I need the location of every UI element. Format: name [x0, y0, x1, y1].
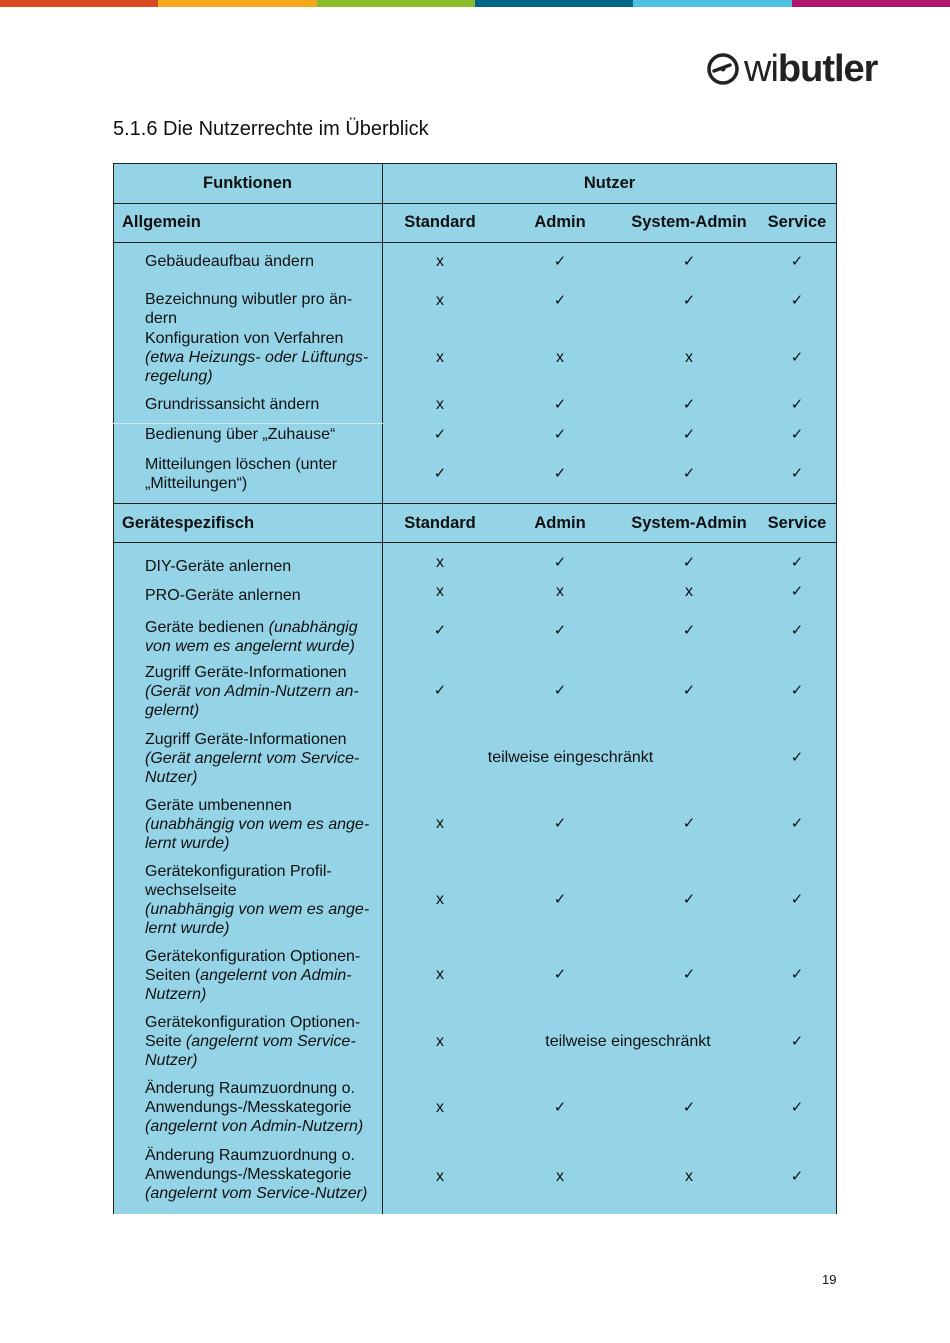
color-segment-6 — [792, 0, 950, 7]
table-border-left — [113, 163, 114, 1214]
x-mark: x — [685, 583, 693, 600]
check-icon: ✓ — [553, 891, 567, 908]
check-icon: ✓ — [790, 465, 804, 482]
function-note: (Gerät von Admin-Nutzern an- gelernt) — [145, 683, 359, 719]
x-mark: x — [556, 349, 564, 366]
col-standard-2: Standard — [404, 514, 476, 532]
section-title-general: Allgemein — [122, 213, 201, 231]
check-icon: ✓ — [682, 815, 696, 832]
color-segment-5 — [633, 0, 791, 7]
function-name: Gerätekonfiguration Optionen- Seiten ( — [145, 948, 361, 984]
function-label — [145, 796, 380, 853]
check-icon: ✓ — [790, 426, 804, 443]
function-name: Gebäudeaufbau ändern — [145, 253, 315, 270]
x-mark: x — [436, 583, 444, 600]
x-mark: x — [436, 349, 444, 366]
function-name: Bezeichnung wibutler pro än- dern — [145, 291, 353, 327]
gauge-circle-icon — [706, 52, 740, 86]
x-mark: x — [436, 1033, 444, 1050]
x-mark: x — [436, 1168, 444, 1185]
check-icon: ✓ — [790, 396, 804, 413]
check-icon: ✓ — [790, 682, 804, 699]
check-icon: ✓ — [682, 622, 696, 639]
header-functions: Funktionen — [203, 174, 292, 192]
check-icon: ✓ — [790, 815, 804, 832]
function-note: (angelernt vom Service- Nutzer) — [145, 1033, 356, 1069]
function-note: (unabhängig von wem es ange- lernt wurde) — [145, 816, 370, 852]
x-mark: x — [436, 396, 444, 413]
function-label — [145, 425, 380, 444]
check-icon: ✓ — [682, 554, 696, 571]
check-icon: ✓ — [553, 253, 567, 270]
function-name: Zugriff Geräte-Informationen — [145, 664, 347, 681]
function-name: Geräte umbenennen — [145, 797, 292, 814]
color-segment-1 — [0, 0, 158, 7]
table-column-divider — [382, 163, 383, 1214]
check-icon: ✓ — [682, 253, 696, 270]
function-label — [145, 1146, 380, 1203]
function-label — [145, 455, 380, 493]
x-mark: x — [436, 253, 444, 270]
function-name: Änderung Raumzuordnung o. Anwendungs-/Messkategorie — [145, 1080, 355, 1116]
partially-restricted-text: teilweise eingeschränkt — [545, 1033, 711, 1050]
function-note: angelernt von Admin- Nutzern) — [145, 967, 352, 1003]
function-name: Konfiguration von Verfahren — [145, 330, 344, 347]
check-icon: ✓ — [790, 891, 804, 908]
header-users: Nutzer — [583, 174, 636, 192]
function-label — [145, 252, 380, 271]
check-icon: ✓ — [790, 349, 804, 366]
function-name: PRO-Geräte anlernen — [145, 587, 301, 604]
partially-restricted-text: teilweise eingeschränkt — [487, 749, 654, 766]
col-admin-2: Admin — [534, 514, 586, 532]
table-line-section1 — [113, 242, 837, 243]
check-icon: ✓ — [682, 891, 696, 908]
function-note: (Gerät angelernt vom Service- Nutzer) — [145, 750, 360, 786]
check-icon: ✓ — [682, 426, 696, 443]
check-icon: ✓ — [433, 622, 447, 639]
check-icon: ✓ — [790, 966, 804, 983]
col-service-2: Service — [767, 514, 827, 532]
function-name: Bedienung über „Zuhause“ — [145, 426, 336, 443]
function-name: Geräte bedienen — [145, 619, 265, 636]
x-mark: x — [436, 554, 444, 571]
x-mark: x — [436, 292, 444, 309]
function-name: Gerätekonfiguration Profil- wechselseite — [145, 863, 332, 899]
table-line-header — [113, 203, 837, 204]
function-name: Zugriff Geräte-Informationen — [145, 731, 347, 748]
col-system-admin: System-Admin — [631, 213, 747, 231]
check-icon: ✓ — [682, 966, 696, 983]
table-border-top — [113, 163, 837, 164]
check-icon: ✓ — [790, 554, 804, 571]
x-mark: x — [436, 966, 444, 983]
rights-table — [113, 163, 837, 1214]
function-label — [145, 663, 380, 720]
color-segment-3 — [317, 0, 475, 7]
section-title-device: Gerätespezifisch — [122, 514, 255, 532]
check-icon: ✓ — [682, 292, 696, 309]
check-icon: ✓ — [790, 253, 804, 270]
check-icon: ✓ — [682, 682, 696, 699]
function-label — [145, 395, 380, 414]
check-icon: ✓ — [790, 749, 804, 766]
x-mark: x — [685, 349, 693, 366]
col-admin: Admin — [534, 213, 586, 231]
function-label — [145, 290, 380, 328]
table-border-right — [836, 163, 837, 1214]
x-mark: x — [436, 1099, 444, 1116]
page-number: 19 — [822, 1272, 837, 1287]
section-heading: 5.1.6 Die Nutzerrechte im Überblick — [113, 118, 429, 140]
check-icon: ✓ — [553, 465, 567, 482]
function-name: Mitteilungen löschen (unter „Mitteilungen“) — [145, 456, 338, 492]
logo-text-bold: butler — [777, 48, 878, 90]
x-mark: x — [685, 1168, 693, 1185]
function-name: Grundrissansicht ändern — [145, 396, 320, 413]
color-segment-2 — [158, 0, 316, 7]
top-color-bar — [0, 0, 950, 7]
check-icon: ✓ — [790, 622, 804, 639]
check-icon: ✓ — [433, 426, 447, 443]
check-icon: ✓ — [433, 465, 447, 482]
table-line-section2 — [113, 542, 837, 543]
col-service: Service — [767, 213, 827, 231]
function-label — [145, 557, 380, 576]
function-label — [145, 586, 380, 605]
x-mark: x — [436, 815, 444, 832]
function-label — [145, 947, 380, 1004]
check-icon: ✓ — [682, 465, 696, 482]
x-mark: x — [556, 1168, 564, 1185]
check-icon: ✓ — [682, 396, 696, 413]
check-icon: ✓ — [433, 682, 447, 699]
function-name: Änderung Raumzuordnung o. Anwendungs-/Messkategorie — [145, 1147, 355, 1183]
function-label — [145, 862, 380, 938]
function-note: (angelernt vom Service-Nutzer) — [145, 1185, 368, 1202]
check-icon: ✓ — [553, 1099, 567, 1116]
check-icon: ✓ — [553, 815, 567, 832]
color-segment-4 — [475, 0, 633, 7]
check-icon: ✓ — [790, 583, 804, 600]
check-icon: ✓ — [790, 292, 804, 309]
x-mark: x — [556, 583, 564, 600]
check-icon: ✓ — [553, 682, 567, 699]
col-standard: Standard — [404, 213, 476, 231]
check-icon: ✓ — [790, 1033, 804, 1050]
wibutler-logo — [706, 48, 877, 90]
function-note: (angelernt von Admin-Nutzern) — [145, 1118, 364, 1135]
check-icon: ✓ — [553, 966, 567, 983]
logo-text-light: wi — [744, 48, 778, 90]
check-icon: ✓ — [790, 1099, 804, 1116]
check-icon: ✓ — [553, 292, 567, 309]
check-icon: ✓ — [553, 622, 567, 639]
check-icon: ✓ — [553, 396, 567, 413]
x-mark: x — [436, 891, 444, 908]
function-label — [145, 1079, 380, 1136]
check-icon: ✓ — [553, 554, 567, 571]
function-label — [145, 1013, 380, 1070]
logo-wordmark — [744, 48, 877, 90]
function-label — [145, 618, 380, 656]
table-faint-line — [113, 423, 383, 424]
check-icon: ✓ — [790, 1168, 804, 1185]
function-name: Gerätekonfiguration Optionen- Seite — [145, 1014, 361, 1050]
function-note: (etwa Heizungs- oder Lüftungs- regelung) — [145, 349, 369, 385]
function-label — [145, 329, 380, 386]
check-icon: ✓ — [553, 426, 567, 443]
function-note: (unabhängig von wem es angelernt wurde) — [145, 619, 358, 655]
table-line-section2-top — [113, 503, 837, 504]
function-label — [145, 730, 380, 787]
check-icon: ✓ — [682, 1099, 696, 1116]
function-note: (unabhängig von wem es ange- lernt wurde) — [145, 901, 370, 937]
col-system-admin-2: System-Admin — [631, 514, 747, 532]
function-name: DIY-Geräte anlernen — [145, 558, 292, 575]
